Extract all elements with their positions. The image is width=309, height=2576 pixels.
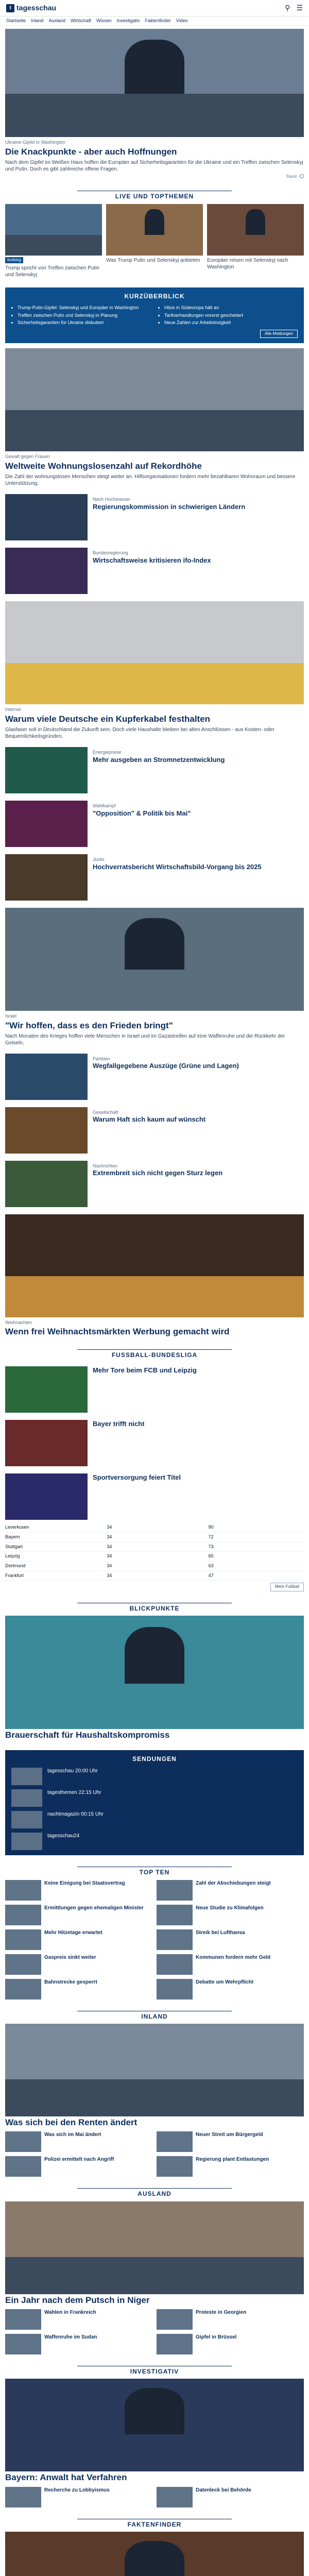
nav-item[interactable]: Startseite [6, 18, 26, 23]
logo[interactable]: t tagesschau [6, 3, 56, 12]
list-item[interactable]: Mehr Hitzetage erwartet [5, 1929, 152, 1950]
list-item[interactable]: Neuer Streit um Bürgergeld [157, 2131, 304, 2152]
small-teaser[interactable]: Mehr Tore beim FCB und Leipzig [5, 1366, 304, 1413]
nav-item[interactable]: Inland [31, 18, 44, 23]
investigativ-section: INVESTIGATIV Bayern: Anwalt hat Verfahren Recherche zu Lobbyismus Datenleck bei Behörde [5, 2366, 304, 2507]
list-item[interactable]: Streik bei Lufthansa [157, 1929, 304, 1950]
nav-item[interactable]: Wirtschaft [71, 18, 92, 23]
headline: Die Knackpunkte - aber auch Hoffnungen [5, 146, 177, 157]
logo-icon: t [6, 4, 14, 12]
teaser-text: Nach dem Gipfel im Weißen Haus hoffen die Europäer auf Sicherheitsgarantien für die Ukraine und ein Treffen zwischen Selenskyj und Putin. Doch es gibt zahlreiche offene Fragen. [5, 159, 303, 172]
small-teaser[interactable]: Justiz Hochverratsbericht Wirtschaftsbild-Vorgang bis 2025 [5, 854, 304, 901]
list-item[interactable]: Ermittlungen gegen ehemaligen Minister [5, 1905, 152, 1925]
list-item[interactable]: Waffenruhe im Sudan [5, 2334, 152, 2354]
list-item[interactable]: Kommunen fordern mehr Geld [157, 1954, 304, 1975]
nav-item[interactable]: Faktenfinder [145, 18, 171, 23]
list-item[interactable]: Debatte um Wehrpflicht [157, 1979, 304, 1999]
list-item[interactable]: Polizei ermittelt nach Angriff [5, 2156, 152, 2177]
nav-item[interactable]: Wissen [96, 18, 112, 23]
article-teaser[interactable]: Gewalt gegen Frauen Weltweite Wohnungslosenzahl auf Rekordhöhe Die Zahl der wohnungslosen Menschen steigt weiter an. Hilfsorganisationen fordern mehr bezahlbaren Wohnraum und bessere Unterstützung. [5, 348, 304, 487]
sendung-item[interactable]: nachtmagazin 00:15 Uhr [11, 1811, 298, 1828]
list-item[interactable]: Gaspreis sinkt weiter [5, 1954, 152, 1975]
lead-image [5, 29, 304, 137]
small-teaser[interactable]: Wahlkampf "Opposition" & Politik bis Mai" [5, 801, 304, 847]
nav-item[interactable]: Investigativ [116, 18, 140, 23]
faktenfinder-section: FAKTENFINDER [5, 2519, 304, 2576]
live-section [5, 191, 304, 278]
list-item[interactable]: Neue Studie zu Klimafolgen [157, 1905, 304, 1925]
sendung-item[interactable]: tagesthemen 22:15 Uhr [11, 1789, 298, 1807]
small-teaser[interactable]: Bundesregierung Wirtschaftsweise kritisieren ifo-Index [5, 548, 304, 594]
small-teaser[interactable]: Parteien Wegfallgegebene Auszüge (Grüne und Lagen) [5, 1054, 304, 1100]
inland-section: INLAND Was sich bei den Renten ändert Was sich im Mai ändert Neuer Streit um Bürgergeld Polizei ermittelt nach Angriff Regierung plant Entlastungen [5, 2011, 304, 2177]
list-item[interactable]: Datenleck bei Behörde [157, 2487, 304, 2507]
topline: Ukraine-Gipfel in Washington [5, 140, 65, 145]
list-item[interactable]: Gipfel in Brüssel [157, 2334, 304, 2354]
nav-item[interactable]: Ausland [48, 18, 66, 23]
list-item[interactable]: Regierung plant Entlastungen [157, 2156, 304, 2177]
list-item[interactable]: Proteste in Georgien [157, 2309, 304, 2330]
small-teaser[interactable]: Sportversorgung feiert Titel [5, 1473, 304, 1520]
small-teaser[interactable]: Gesellschaft Warum Haft sich kaum auf wünscht [5, 1107, 304, 1154]
small-teaser[interactable]: Bayer trifft nicht [5, 1420, 304, 1466]
more-button[interactable]: Alle Meldungen [260, 330, 298, 338]
list-item[interactable]: Was sich im Mai ändert [5, 2131, 152, 2152]
article-teaser[interactable]: Weihnachten Wenn frei Weihnachtsmärkten Werbung gemacht wird [5, 1214, 304, 1338]
list-item[interactable]: Bahnstrecke gesperrt [5, 1979, 152, 1999]
main-nav [0, 16, 309, 26]
topten-section: TOP TEN Keine Einigung bei Staatsvertrag Zahl der Abschiebungen steigt Ermittlungen gegen ehemaligen Minister Neue Studie zu Klimafolgen Mehr Hitzetage erwartet Streik bei Lufthansa Gaspreis sinkt weiter Kommunen fordern mehr Geld Bahnstrecke gesperrt Debatte um Wehrpflicht [5, 1867, 304, 1999]
live-item[interactable]: Was Trump Putin und Selenskyj anbieten [106, 204, 203, 279]
small-teaser[interactable]: Nach Hochwasser Regierungskommission in schwierigen Ländern [5, 494, 304, 540]
league-table: Leverkusen 34 90 Bayern 34 72 Stuttgart 34 73 Leipzig 34 65 Dortmund 34 63 Frankfurt 34 47 [5, 1523, 304, 1581]
list-item[interactable]: Recherche zu Lobbyismus [5, 2487, 152, 2507]
small-teaser[interactable]: Energiepreise Mehr ausgeben an Stromnetzentwicklung [5, 747, 304, 793]
nav-item[interactable]: Video [176, 18, 188, 23]
live-item[interactable]: liveblog Trump spricht von Treffen zwischen Putin und Selenskyj [5, 204, 102, 279]
menu-icon[interactable]: ☰ [296, 4, 303, 12]
sendung-item[interactable]: tagesschau 20:00 Uhr [11, 1768, 298, 1785]
article-teaser[interactable]: Internet Warum viele Deutsche ein Kupferkabel festhalten Glasfaser soll in Deutschland die Zukunft sein. Doch viele Haushalte bleiben bei alten Anschlüssen - aus Kosten- oder Bequemlichkeitsgründen. [5, 601, 304, 740]
list-item[interactable]: Wahlen in Frankreich [5, 2309, 152, 2330]
blickpunkte-section: BLICKPUNKTE Brauerschaft für Haushaltskompromiss [5, 1603, 304, 1741]
header [0, 0, 309, 16]
section-title: LIVE UND TOPTHEMEN [77, 191, 232, 201]
more-button[interactable]: Mehr Fußball [270, 1583, 304, 1591]
ausland-section: AUSLAND Ein Jahr nach dem Putsch in Niger Wahlen in Frankreich Proteste in Georgien Waffenruhe im Sudan Gipfel in Brüssel [5, 2188, 304, 2354]
bundesliga-section: FUSSBALL-BUNDESLIGA Mehr Tore beim FCB und Leipzig Bayer trifft nicht Sportversorgung feiert Titel Leverkusen 34 90 Bayern 34 72 Stuttgart 34 73 Leipzig 34 65 Dortmund 34 63 Frankfurt 34 47 Mehr Fußball [5, 1349, 304, 1591]
article-teaser[interactable]: Israel "Wir hoffen, dass es den Frieden bringt" Nach Monaten des Krieges hoffen viele Menschen in Israel und im Gazastreifen auf eine Waffenruhe und die Rückkehr der Geiseln. [5, 908, 304, 1046]
sendungen-section: SENDUNGEN tagesschau 20:00 Uhr tagesthemen 22:15 Uhr nachtmagazin 00:15 Uhr tagesschau24 [5, 1750, 304, 1855]
list-item[interactable]: Keine Einigung bei Staatsvertrag [5, 1880, 152, 1901]
list-item[interactable]: Zahl der Abschiebungen steigt [157, 1880, 304, 1901]
search-icon[interactable]: ⚲ [285, 4, 290, 12]
lead-teaser[interactable]: Ukraine-Gipfel in Washington Die Knackpunkte - aber auch Hoffnungen Nach dem Gipfel im Weißen Haus hoffen die Europäer auf Sicherheitsgarantien für die Ukraine und ein Treffen zwischen Selenskyj und Putin. Doch es gibt zahlreiche offene Fragen. Stand [5, 29, 304, 179]
sendung-item[interactable]: tagesschau24 [11, 1833, 298, 1850]
live-item[interactable]: Europäer reisen mit Selenskyj nach Washington [207, 204, 304, 279]
small-teaser[interactable]: Nachrichten Extrembreit sich nicht gegen Sturz legen [5, 1161, 304, 1207]
kurzueberblick: KURZÜBERBLICK • Trump-Putin-Gipfel: Selenskyj und Europäer in Washington • Treffen zwischen Putin und Selenskyj in Planung • Sicherheitsgarantien für Ukraine diskutiert • Hitze in Südeuropa hält an • Tarifverhandlungen vorerst gescheitert • Neue Zahlen zur Arbeitslosigkeit Alle Meldungen [5, 287, 304, 343]
share-icon[interactable] [300, 174, 304, 178]
